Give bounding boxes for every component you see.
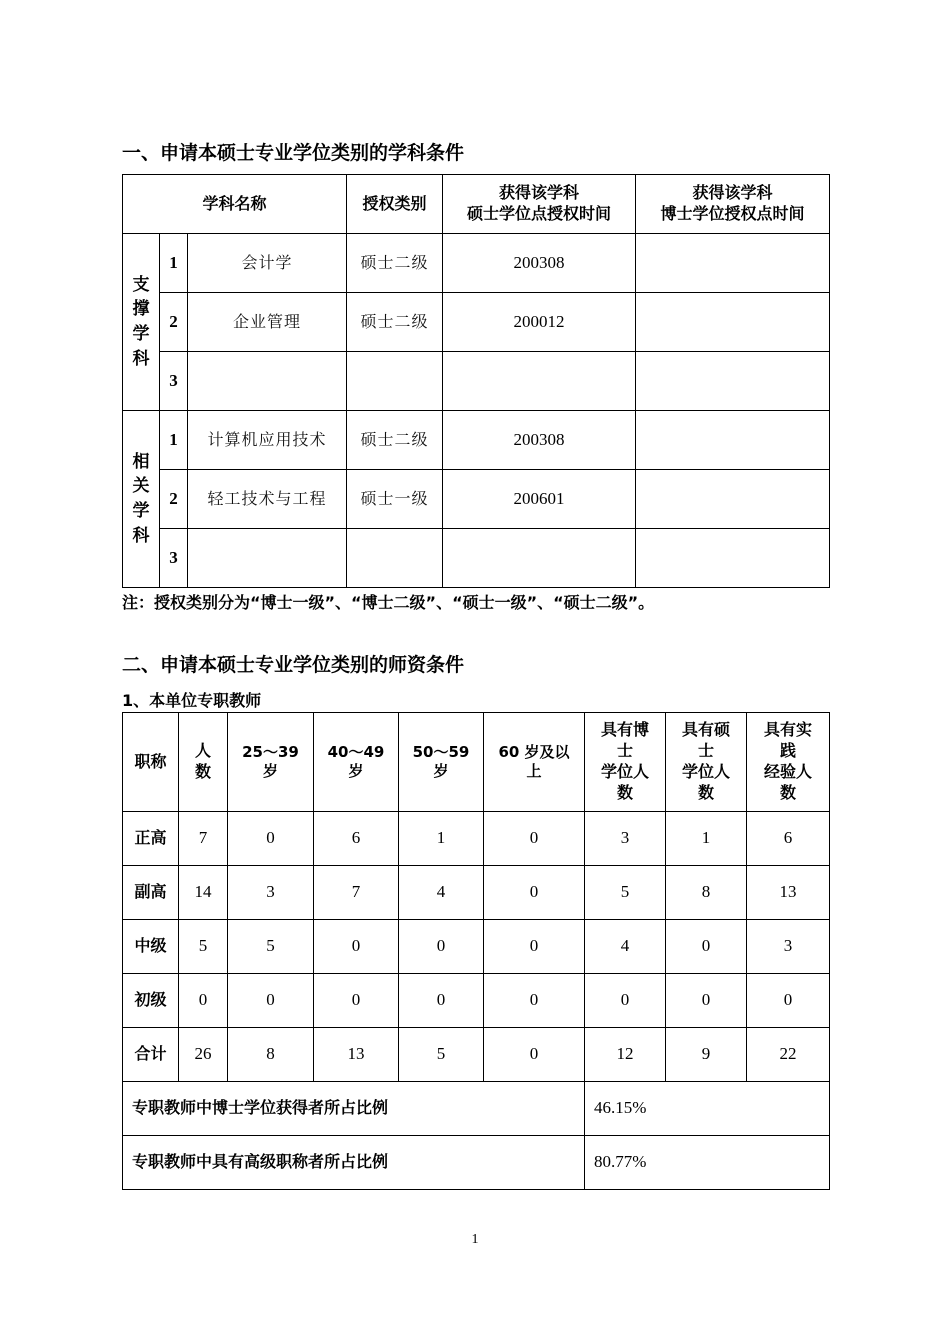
- master-time: 200012: [443, 293, 636, 352]
- master-time: 200308: [443, 411, 636, 470]
- header-authorization-type: 授权类别: [347, 175, 443, 234]
- discipline-name: [188, 529, 347, 588]
- header-headcount: 人 数: [179, 713, 228, 812]
- authorization-note: 注：授权类别分为“博士一级”、“博士二级”、“硕士一级”、“硕士二级”。: [122, 593, 655, 612]
- cell-value: 0: [585, 974, 666, 1028]
- table-row: [123, 293, 830, 352]
- cell-value: 14: [179, 866, 228, 920]
- authorization-type: 硕士二级: [347, 234, 443, 293]
- cell-value: 1: [666, 812, 747, 866]
- ratio-value: 46.15%: [585, 1082, 830, 1136]
- rank-label: 正高: [123, 812, 179, 866]
- cell-value: 6: [747, 812, 830, 866]
- header-master-degree: 具有硕 士 学位人 数: [666, 713, 747, 812]
- rank-label: 中级: [123, 920, 179, 974]
- cell-value: 0: [747, 974, 830, 1028]
- authorization-type: 硕士二级: [347, 411, 443, 470]
- faculty-header-row: [123, 713, 830, 812]
- table-row: [123, 529, 830, 588]
- header-master-line1: 获得该学科: [498, 183, 579, 203]
- cell-value: 0: [179, 974, 228, 1028]
- table-row: [123, 411, 830, 470]
- cell-value: 4: [399, 866, 484, 920]
- cell-value: 4: [585, 920, 666, 974]
- cell-value: 22: [747, 1028, 830, 1082]
- cell-value: 13: [314, 1028, 399, 1082]
- header-practice-experience: 具有实 践 经验人 数: [747, 713, 830, 812]
- cell-value: 0: [399, 974, 484, 1028]
- ratio-row: [123, 1136, 830, 1190]
- row-number: 3: [160, 529, 188, 588]
- table-row: [123, 920, 830, 974]
- ratio-label: 专职教师中具有高级职称者所占比例: [123, 1136, 585, 1190]
- cell-value: 0: [666, 974, 747, 1028]
- cell-value: 8: [666, 866, 747, 920]
- group-label-text: 支撑学科: [132, 274, 150, 369]
- header-doctor-time: [636, 175, 830, 234]
- row-number: 2: [160, 293, 188, 352]
- group-label-related: [123, 411, 160, 588]
- discipline-name: [188, 352, 347, 411]
- ratio-row: [123, 1082, 830, 1136]
- cell-value: 0: [228, 974, 314, 1028]
- table-row: [123, 470, 830, 529]
- cell-value: 3: [747, 920, 830, 974]
- section2-subtitle: 1、本单位专职教师: [122, 691, 262, 710]
- faculty-table: [122, 712, 830, 1190]
- group-label-support: [123, 234, 160, 411]
- cell-value: 0: [314, 920, 399, 974]
- doctor-time: [636, 470, 830, 529]
- cell-value: 0: [484, 974, 585, 1028]
- cell-value: 5: [228, 920, 314, 974]
- cell-value: 0: [666, 920, 747, 974]
- cell-value: 5: [399, 1028, 484, 1082]
- cell-value: 12: [585, 1028, 666, 1082]
- cell-value: 0: [228, 812, 314, 866]
- cell-value: 0: [484, 866, 585, 920]
- cell-value: 26: [179, 1028, 228, 1082]
- master-time: [443, 352, 636, 411]
- discipline-header-row: [123, 175, 830, 234]
- cell-value: 0: [314, 974, 399, 1028]
- authorization-type: [347, 529, 443, 588]
- header-age-50-59: 50～59 岁: [399, 713, 484, 812]
- page-number: 1: [471, 1232, 479, 1247]
- master-time: [443, 529, 636, 588]
- ratio-label: 专职教师中博士学位获得者所占比例: [123, 1082, 585, 1136]
- header-title-rank: 职称: [123, 713, 179, 812]
- header-age-25-39: 25～39 岁: [228, 713, 314, 812]
- discipline-table: [122, 174, 830, 588]
- authorization-type: 硕士二级: [347, 293, 443, 352]
- doctor-time: [636, 529, 830, 588]
- discipline-name: 会计学: [188, 234, 347, 293]
- header-master-time: [443, 175, 636, 234]
- cell-value: 13: [747, 866, 830, 920]
- row-number: 1: [160, 234, 188, 293]
- doctor-time: [636, 411, 830, 470]
- cell-value: 1: [399, 812, 484, 866]
- cell-value: 0: [484, 1028, 585, 1082]
- cell-value: 0: [399, 920, 484, 974]
- table-row: [123, 234, 830, 293]
- cell-value: 3: [585, 812, 666, 866]
- rank-label: 合计: [123, 1028, 179, 1082]
- master-time: 200601: [443, 470, 636, 529]
- row-number: 2: [160, 470, 188, 529]
- header-doctorate: 具有博 士 学位人 数: [585, 713, 666, 812]
- table-row-total: [123, 1028, 830, 1082]
- cell-value: 8: [228, 1028, 314, 1082]
- table-row: [123, 352, 830, 411]
- header-age-40-49: 40～49 岁: [314, 713, 399, 812]
- master-time: 200308: [443, 234, 636, 293]
- rank-label: 初级: [123, 974, 179, 1028]
- cell-value: 5: [585, 866, 666, 920]
- cell-value: 7: [314, 866, 399, 920]
- discipline-name: 轻工技术与工程: [188, 470, 347, 529]
- header-discipline-name: 学科名称: [123, 175, 347, 234]
- doctor-time: [636, 293, 830, 352]
- table-row: [123, 866, 830, 920]
- authorization-type: [347, 352, 443, 411]
- doctor-time: [636, 352, 830, 411]
- section2-title: 二、申请本硕士专业学位类别的师资条件: [122, 654, 465, 676]
- row-number: 3: [160, 352, 188, 411]
- rank-label: 副高: [123, 866, 179, 920]
- cell-value: 0: [484, 920, 585, 974]
- section1-title: 一、申请本硕士专业学位类别的学科条件: [122, 142, 465, 164]
- cell-value: 6: [314, 812, 399, 866]
- doctor-time: [636, 234, 830, 293]
- discipline-name: 企业管理: [188, 293, 347, 352]
- ratio-value: 80.77%: [585, 1136, 830, 1190]
- row-number: 1: [160, 411, 188, 470]
- cell-value: 5: [179, 920, 228, 974]
- header-doctor-line1: 获得该学科: [692, 183, 773, 203]
- table-row: [123, 812, 830, 866]
- table-row: [123, 974, 830, 1028]
- cell-value: 3: [228, 866, 314, 920]
- header-doctor-line2: 博士学位授权点时间: [660, 204, 805, 223]
- header-master-line2: 硕士学位点授权时间: [466, 204, 611, 223]
- cell-value: 9: [666, 1028, 747, 1082]
- cell-value: 7: [179, 812, 228, 866]
- header-age-60-plus: 60 岁及以 上: [484, 713, 585, 812]
- cell-value: 0: [484, 812, 585, 866]
- authorization-type: 硕士一级: [347, 470, 443, 529]
- group-label-text: 相关学科: [132, 451, 150, 546]
- discipline-name: 计算机应用技术: [188, 411, 347, 470]
